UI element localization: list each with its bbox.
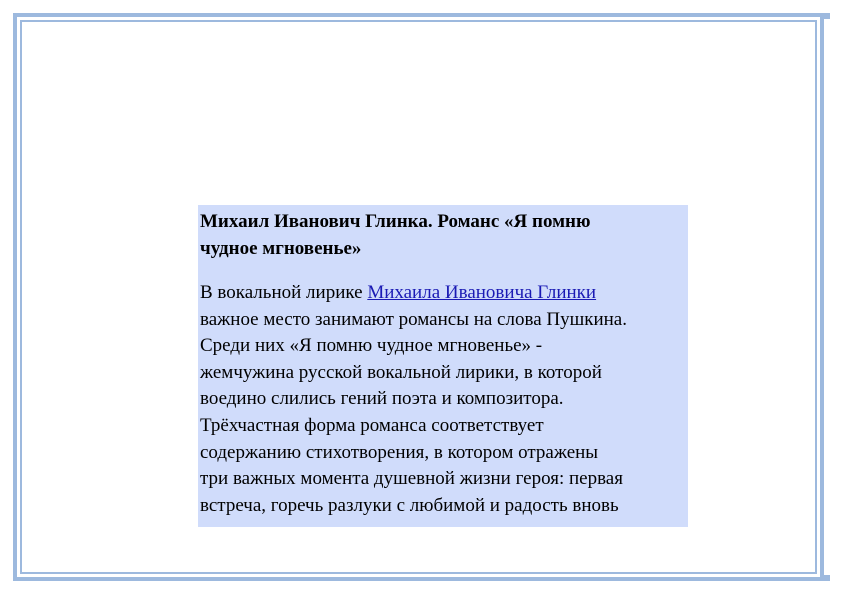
body-line: содержанию стихотворения, в котором отражены [200,441,599,463]
body-line: Среди них «Я помню чудное мгновенье» - [200,335,543,357]
document-heading [200,208,686,262]
frame-corner-bottom-right [824,575,830,581]
heading-line-1: Михаил Иванович Глинка. Романс «Я помню [200,211,591,232]
paragraph-gap [200,262,686,280]
frame-corner-top-right [824,13,830,19]
body-line: воедино слились гений поэта и композитора. [200,388,564,410]
body-line: три важных момента душевной жизни героя: первая [200,468,623,490]
heading-line-2: чудное мгновенье» [200,238,362,259]
body-line: жемчужина русской вокальной лирики, в которой [200,361,602,383]
body-paragraph [200,280,686,519]
body-line: важное место занимают романсы на слова Пушкина. [200,308,627,330]
body-line: Трёхчастная форма романса соответствует [200,414,544,436]
glinka-link[interactable]: Михаила Ивановича Глинки [367,282,597,303]
body-line: встреча, горечь разлуки с любимой и радость вновь [200,494,619,516]
body-intro: В вокальной лирике [200,282,368,303]
text-block [198,205,688,527]
